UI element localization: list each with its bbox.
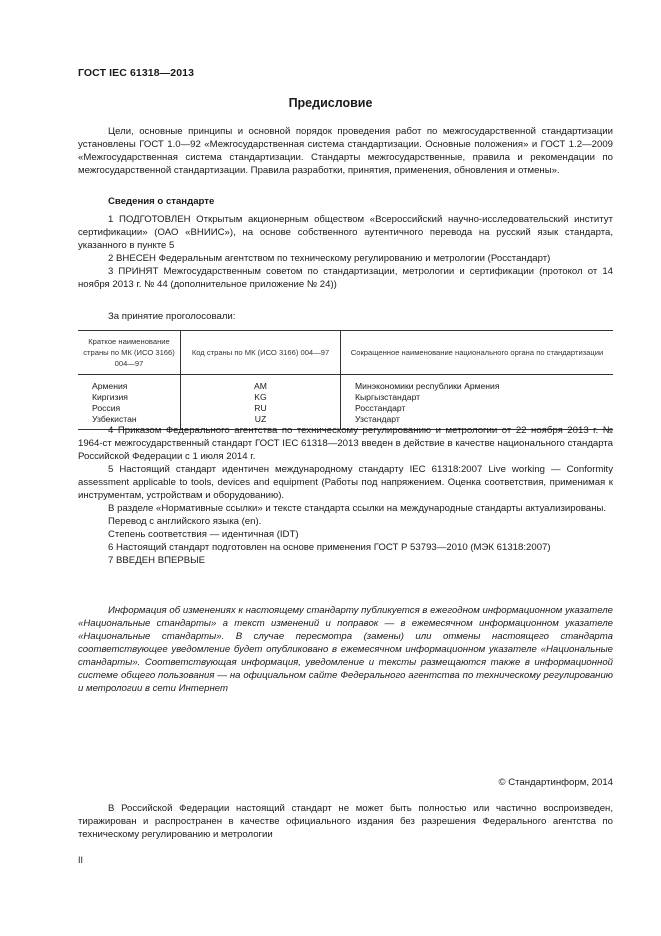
header-country: Краткое наименование страны по МК (ИСО 3166) 004—97 xyxy=(78,331,181,375)
cell-country: Узбекистан xyxy=(78,414,181,430)
page-title: Предисловие xyxy=(288,96,373,110)
cell-country: Киргизия xyxy=(78,392,181,403)
cell-code: RU xyxy=(181,403,341,414)
document-code: ГОСТ IEC 61318—2013 xyxy=(78,67,195,79)
cell-country: Армения xyxy=(78,375,181,393)
item-1: 1 ПОДГОТОВЛЕН Открытым акционерным обществом «Всероссийский научно-исследовательский институт сертификации» (ОАО «ВНИИС»), на основе собственного аутентичного перевода на русский язык стандарта, указанного в пункте 5 xyxy=(78,214,613,251)
header-body: Сокращенное наименование национального органа по стандартизации xyxy=(341,331,614,375)
cell-code: AM xyxy=(181,375,341,393)
cell-body: Кыргызстандарт xyxy=(355,392,421,402)
cell-body: Росстандарт xyxy=(355,403,406,413)
page-number: II xyxy=(78,855,84,865)
info-paragraph: Информация об изменениях к настоящему стандарту публикуется в ежегодном информационном указателе «Национальные стандарты» а текст изменений и поправок — в ежемесячном информационном указателе «Национальные стандарты». В случае пересмотра (замены) или отмены настоящего стандарта соответствующее уведомление будет опубликовано в ежемесячном информационном указателе «Национальные стандарты». Соответствующая информация, уведомление и тексты размещаются также в информационной системе общего пользования — на официальном сайте Федерального агентства по техническому регулированию и метрологии в сети Интернет xyxy=(78,605,613,694)
voting-table xyxy=(78,330,613,430)
intro-block xyxy=(78,125,613,177)
cell-country: Россия xyxy=(78,403,181,414)
copyright: © Стандартинформ, 2014 xyxy=(498,777,613,788)
table-row xyxy=(78,375,613,393)
voted-label: За принятие проголосовали: xyxy=(108,311,236,322)
cell-code: KG xyxy=(181,392,341,403)
section-heading: Сведения о стандарте xyxy=(108,196,215,207)
table-row xyxy=(78,392,613,403)
rights-paragraph: В Российской Федерации настоящий стандарт не может быть полностью или частично воспроизведен, тиражирован и распространен в качестве официального издания без разрешения Федерального агентства по техническому регулированию и метрологии xyxy=(78,803,613,840)
table-row xyxy=(78,403,613,414)
item-5: 5 Настоящий стандарт идентичен международному стандарту IEC 61318:2007 Live working — Conformity assessment applicable to tools, devices and equipment (Работы под напряжением. Оценка соответствия, применимая к инструментам, устройствам и оборудованию). xyxy=(78,464,613,501)
rights-block xyxy=(78,802,613,841)
item-5-translation: Перевод с английского языка (en). xyxy=(108,516,262,527)
info-block xyxy=(78,604,613,695)
intro-paragraph: Цели, основные принципы и основной порядок проведения работ по межгосударственной стандартизации установлены ГОСТ 1.0—92 «Межгосударственная система стандартизации. Основные положения» и ГОСТ 1.2—2009 «Межгосударственная система стандартизации. Стандарты межгосударственные, правила и рекомендации по межгосударственной стандартизации. Правила разработки, принятия, применения, обновления и отмены». xyxy=(78,126,613,176)
cell-body: Минэкономики республики Армения xyxy=(355,381,500,391)
cell-code: UZ xyxy=(181,414,341,430)
items-top-block xyxy=(78,213,613,291)
item-5-note: В разделе «Нормативные ссылки» и тексте стандарта ссылки на международные стандарты актуализированы. xyxy=(108,503,607,514)
item-6: 6 Настоящий стандарт подготовлен на основе применения ГОСТ Р 53793—2010 (МЭК 61318:2007) xyxy=(108,542,551,553)
item-2: 2 ВНЕСЕН Федеральным агентством по техническому регулированию и метрологии (Росстандарт) xyxy=(108,253,551,264)
items-bottom-block xyxy=(78,424,613,567)
item-3: 3 ПРИНЯТ Межгосударственным советом по стандартизации, метрологии и сертификации (протокол от 14 ноября 2013 г. № 44 (дополнительное приложение № 24)) xyxy=(78,266,613,290)
item-7: 7 ВВЕДЕН ВПЕРВЫЕ xyxy=(108,555,206,566)
table-header-row xyxy=(78,331,613,375)
item-5-degree: Степень соответствия — идентичная (IDT) xyxy=(108,529,299,540)
header-code: Код страны по МК (ИСО 3166) 004—97 xyxy=(181,331,341,375)
item-4: 4 Приказом Федерального агентства по техническому регулированию и метрологии от 22 ноября 2013 г. № 1964-ст межгосударственный стандарт ГОСТ IEC 61318—2013 введен в действие в качестве национального стандарта Российской Федерации с 1 июля 2014 г. xyxy=(78,425,613,462)
cell-body: Узстандарт xyxy=(341,414,614,430)
